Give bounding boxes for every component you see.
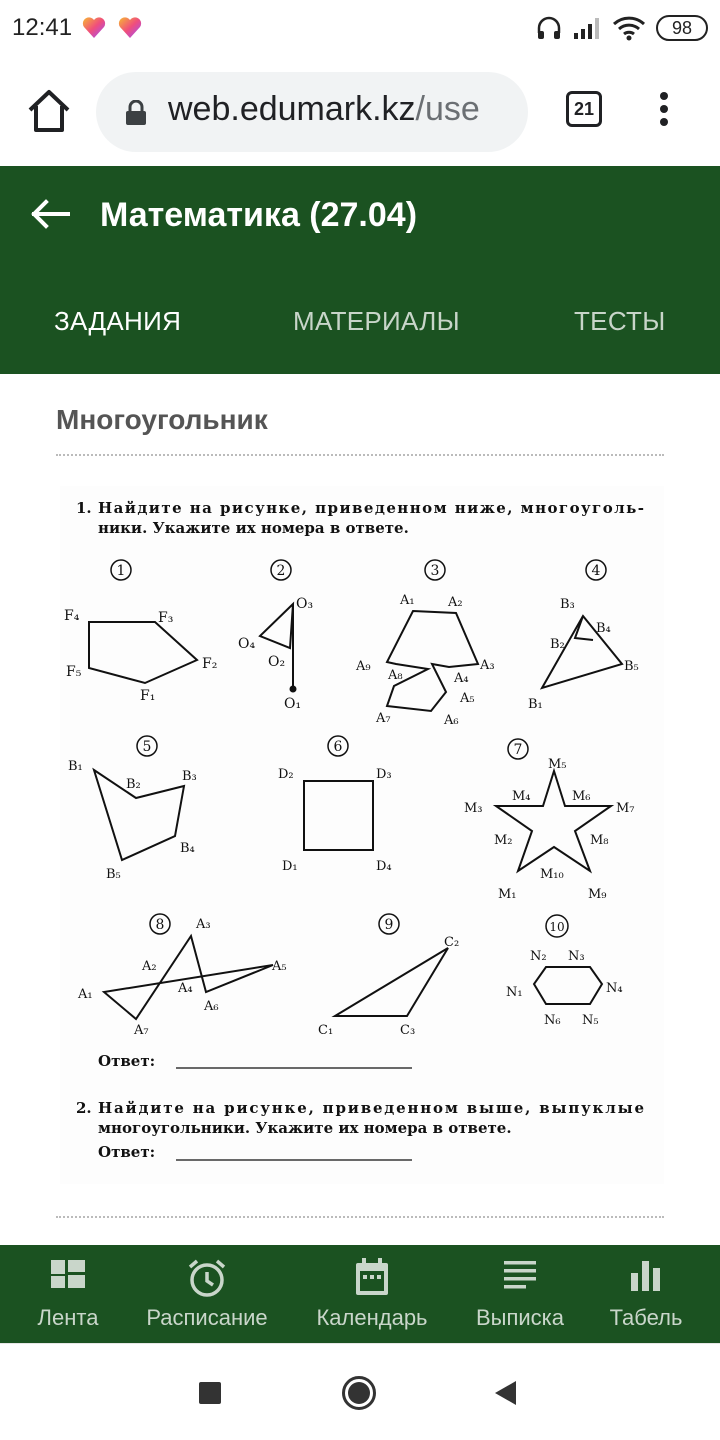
svg-text:O₃: O₃ — [296, 596, 314, 612]
calendar-icon — [353, 1257, 391, 1297]
url-text — [168, 90, 480, 129]
svg-text:M₁: M₁ — [498, 887, 517, 902]
svg-text:D₂: D₂ — [278, 767, 294, 782]
address-bar[interactable] — [96, 72, 528, 152]
svg-text:B₃: B₃ — [182, 769, 197, 784]
svg-text:A₃: A₃ — [196, 917, 211, 932]
svg-text:C₂: C₂ — [444, 935, 460, 950]
figure-6-polygon — [304, 781, 373, 850]
figure-10-labels — [506, 949, 623, 1028]
figure-number: 2 — [276, 563, 286, 579]
svg-text:N₃: N₃ — [568, 949, 585, 964]
figure-number: 8 — [155, 917, 165, 933]
svg-text:A₅: A₅ — [460, 691, 475, 706]
svg-text:B₁: B₁ — [68, 759, 83, 774]
svg-text:F₄: F₄ — [64, 608, 80, 624]
svg-text:A₄: A₄ — [454, 671, 469, 686]
figure-4-labels — [528, 597, 639, 712]
svg-text:M₆: M₆ — [572, 789, 591, 804]
svg-text:A₅: A₅ — [272, 959, 287, 974]
nav-item-calendar[interactable] — [302, 1245, 442, 1343]
svg-text:N₅: N₅ — [582, 1013, 599, 1028]
wifi-icon — [612, 15, 646, 41]
notification-heart-icons — [82, 14, 142, 47]
svg-text:B₂: B₂ — [550, 637, 565, 652]
figure-9-polygon — [335, 948, 448, 1016]
answer-1-label: Ответ: — [98, 1052, 156, 1070]
assignment-content — [0, 374, 720, 1245]
svg-text:M₅: M₅ — [548, 757, 567, 772]
svg-text:B₂: B₂ — [126, 777, 141, 792]
nav-label: Расписание — [146, 1305, 268, 1330]
tab-tests[interactable]: ТЕСТЫ — [574, 306, 666, 336]
more-menu-button[interactable] — [650, 92, 678, 132]
tab-materials[interactable]: МАТЕРИАЛЫ — [293, 306, 460, 336]
back-button[interactable] — [28, 196, 72, 232]
svg-text:C₃: C₃ — [400, 1023, 416, 1038]
svg-text:N₂: N₂ — [530, 949, 547, 964]
answer-2-label: Ответ: — [98, 1143, 156, 1161]
svg-text:N₆: N₆ — [544, 1013, 561, 1028]
svg-text:M₇: M₇ — [616, 801, 635, 816]
svg-text:A₆: A₆ — [204, 999, 219, 1014]
system-navigation-bar — [0, 1343, 720, 1440]
question-1-line-1: Найдите на рисунке, приведенном ниже, многоуголь- — [98, 499, 644, 517]
svg-text:B₄: B₄ — [180, 841, 195, 856]
svg-text:C₁: C₁ — [318, 1023, 334, 1038]
svg-text:M₃: M₃ — [464, 801, 483, 816]
back-triangle-icon[interactable] — [494, 1380, 518, 1406]
signal-icon — [572, 15, 602, 41]
svg-text:N₄: N₄ — [606, 981, 623, 996]
nav-label: Выписка — [475, 1305, 565, 1330]
figure-numbers — [111, 560, 606, 937]
nav-item-schedule[interactable] — [132, 1245, 282, 1343]
figure-2-shape — [260, 604, 296, 692]
svg-text:A₇: A₇ — [376, 711, 391, 726]
figure-2-labels — [238, 596, 313, 712]
divider — [56, 454, 664, 456]
home-circle-icon[interactable] — [341, 1375, 377, 1411]
question-2-line-1: Найдите на рисунке, приведенном выше, выпуклые — [98, 1099, 644, 1117]
figure-number: 3 — [430, 563, 440, 579]
figure-9-labels — [318, 935, 459, 1038]
worksheet-image — [60, 486, 664, 1184]
figure-number: 9 — [384, 917, 394, 933]
question-1-number: 1. — [76, 499, 92, 517]
svg-text:M₉: M₉ — [588, 887, 607, 902]
svg-text:M₁₀: M₁₀ — [540, 867, 564, 882]
svg-text:F₁: F₁ — [140, 688, 156, 704]
svg-text:O₁: O₁ — [284, 696, 302, 712]
svg-text:B₄: B₄ — [596, 621, 611, 636]
question-1-line-2: ники. Укажите их номера в ответе. — [98, 519, 409, 537]
figure-number: 1 — [116, 563, 126, 579]
svg-text:A₇: A₇ — [134, 1023, 149, 1038]
url-path: /use — [415, 90, 480, 128]
figure-1-polygon — [89, 622, 197, 683]
headphones-icon — [536, 15, 562, 41]
nav-item-feed[interactable] — [20, 1245, 116, 1343]
nav-item-statement[interactable] — [462, 1245, 578, 1343]
list-lines-icon — [502, 1257, 538, 1291]
svg-text:N₁: N₁ — [506, 985, 523, 1000]
browser-toolbar — [0, 56, 720, 166]
nav-label: Календарь — [316, 1305, 428, 1330]
divider — [56, 1216, 664, 1218]
status-bar — [0, 0, 720, 56]
figure-number: 5 — [142, 739, 152, 755]
app-header — [0, 166, 720, 374]
svg-text:M₂: M₂ — [494, 833, 513, 848]
figure-number: 6 — [333, 739, 343, 755]
svg-text:A₄: A₄ — [178, 981, 193, 996]
svg-text:B₅: B₅ — [624, 659, 639, 674]
svg-text:B₁: B₁ — [528, 697, 543, 712]
bottom-navigation — [0, 1245, 720, 1343]
svg-text:F₃: F₃ — [158, 610, 174, 626]
figure-7-labels — [464, 757, 635, 902]
figure-10-polygon — [534, 967, 602, 1004]
nav-label: Табель — [609, 1305, 683, 1330]
battery-indicator: 98 — [656, 15, 708, 41]
tab-bar — [0, 276, 720, 366]
svg-text:A₃: A₃ — [480, 658, 495, 673]
figure-3-labels — [355, 593, 495, 728]
svg-text:A₂: A₂ — [142, 959, 157, 974]
svg-text:F₂: F₂ — [202, 656, 218, 672]
svg-text:M₄: M₄ — [512, 789, 531, 804]
bar-chart-icon — [628, 1257, 664, 1293]
url-host: web.edumark.kz — [168, 90, 416, 128]
figure-8-labels — [77, 917, 287, 1038]
svg-text:B₃: B₃ — [560, 597, 575, 612]
question-2-line-2: многоугольники. Укажите их номера в ответе. — [98, 1119, 512, 1137]
alarm-clock-icon — [186, 1257, 228, 1299]
svg-text:D₄: D₄ — [376, 859, 392, 874]
svg-text:D₃: D₃ — [376, 767, 392, 782]
svg-text:B₅: B₅ — [106, 867, 121, 882]
recents-icon[interactable] — [198, 1381, 222, 1405]
home-icon — [22, 84, 76, 138]
figure-number: 10 — [549, 920, 565, 934]
figure-number: 7 — [513, 742, 523, 758]
svg-text:A₂: A₂ — [448, 595, 463, 610]
nav-label: Лента — [37, 1305, 99, 1330]
home-button[interactable] — [22, 84, 76, 138]
svg-text:A₁: A₁ — [78, 987, 93, 1002]
svg-text:M₈: M₈ — [590, 833, 609, 848]
lock-icon — [124, 100, 148, 126]
dashboard-icon — [49, 1257, 87, 1291]
figure-number: 4 — [591, 563, 601, 579]
svg-text:A₁: A₁ — [400, 593, 415, 608]
svg-text:O₂: O₂ — [268, 654, 286, 670]
svg-text:O₄: O₄ — [238, 636, 256, 652]
svg-text:A₈: A₈ — [388, 668, 403, 683]
figure-7-polygon — [496, 771, 611, 871]
section-title: Многоугольник — [56, 404, 268, 435]
status-icons — [536, 14, 708, 42]
status-time: 12:41 — [12, 14, 73, 41]
svg-text:A₉: A₉ — [356, 659, 371, 674]
tab-assignments[interactable]: ЗАДАНИЯ — [54, 306, 182, 336]
tab-switcher-button[interactable]: 21 — [566, 91, 602, 127]
nav-item-report-card[interactable] — [596, 1245, 696, 1343]
arrow-left-icon — [28, 196, 72, 232]
svg-text:A₆: A₆ — [444, 713, 459, 728]
svg-text:D₁: D₁ — [282, 859, 298, 874]
figure-6-labels — [278, 767, 392, 874]
svg-text:F₅: F₅ — [66, 664, 82, 680]
question-2-number: 2. — [76, 1099, 92, 1117]
page-title: Математика (27.04) — [100, 196, 418, 234]
figure-8-shape — [104, 936, 273, 1019]
